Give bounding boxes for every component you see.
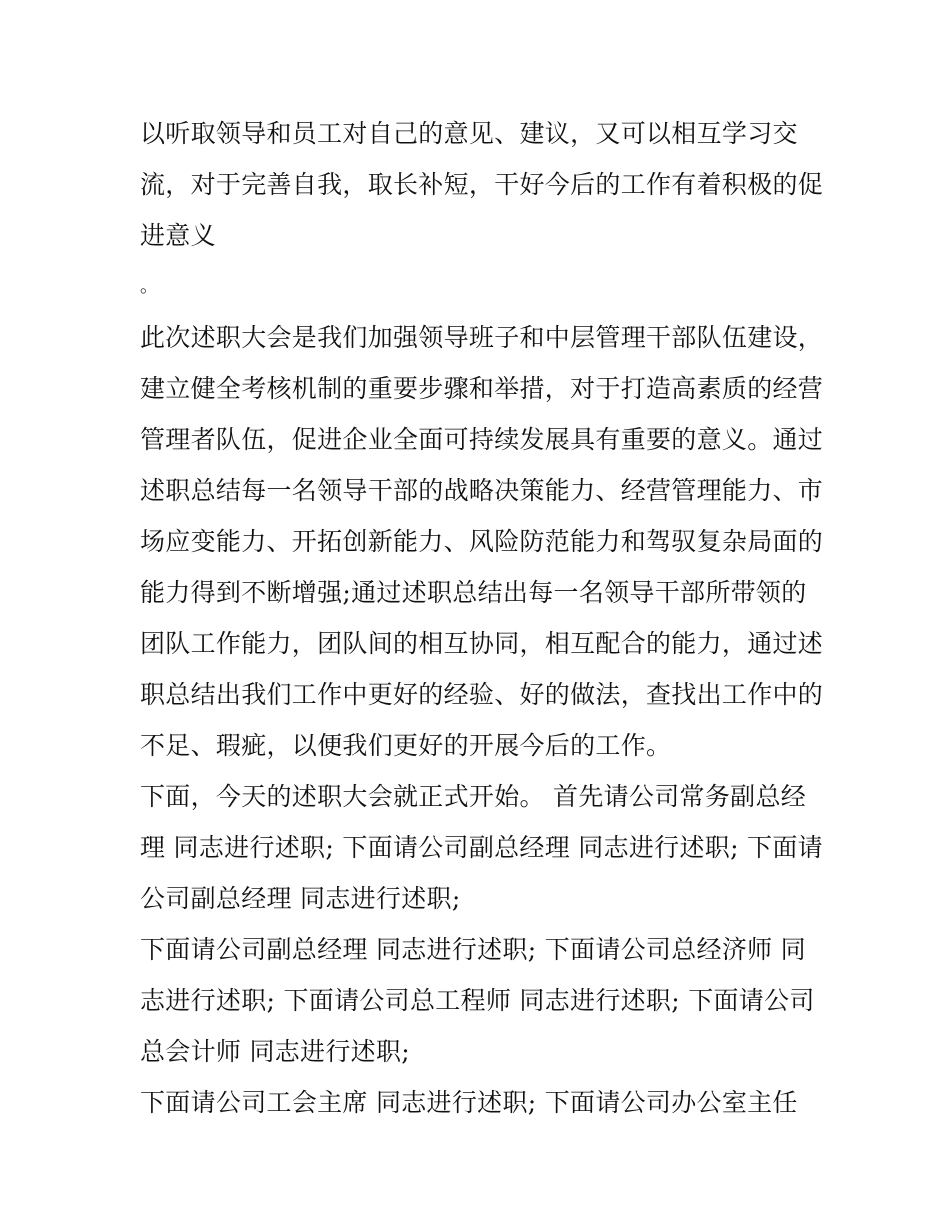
text-line: 流，对于完善自我，取长补短，干好今后的工作有着积极的促 xyxy=(140,170,824,199)
text-line: 述职总结每一名领导干部的战略决策能力、经营管理能力、市 xyxy=(140,476,824,505)
text-line: 建立健全考核机制的重要步骤和举措，对于打造高素质的经营 xyxy=(140,374,824,403)
text-line: 以听取领导和员工对自己的意见、建议，又可以相互学习交 xyxy=(140,119,798,148)
text-line: 进意义 xyxy=(140,221,216,250)
text-line: 下面请公司副总经理 同志进行述职; 下面请公司总经济师 同 xyxy=(140,935,806,964)
text-line: 不足、瑕疵，以便我们更好的开展今后的工作。 xyxy=(140,731,672,760)
text-line: 场应变能力、开拓创新能力、风险防范能力和驾驭复杂局面的 xyxy=(140,527,824,556)
text-line: 公司副总经理 同志进行述职; xyxy=(140,884,461,913)
text-line: 此次述职大会是我们加强领导班子和中层管理干部队伍建设， xyxy=(140,323,824,352)
text-line: 能力得到不断增强;通过述职总结出每一名领导干部所带领的 xyxy=(140,578,807,607)
text-line: 职总结出我们工作中更好的经验、好的做法，查找出工作中的 xyxy=(140,680,824,709)
document-body xyxy=(140,108,824,1128)
text-line: 总会计师 同志进行述职; xyxy=(140,1037,410,1066)
text-line: 下面，今天的述职大会就正式开始。 首先请公司常务副总经 xyxy=(140,782,807,811)
text-line: 理 同志进行述职; 下面请公司副总经理 同志进行述职; 下面请 xyxy=(140,833,823,862)
text-line: 团队工作能力，团队间的相互协同，相互配合的能力，通过述 xyxy=(140,629,824,658)
text-line: 志进行述职; 下面请公司总工程师 同志进行述职; 下面请公司 xyxy=(140,986,815,1015)
text-line: 。 xyxy=(140,276,159,297)
text-line: 管理者队伍，促进企业全面可持续发展具有重要的意义。通过 xyxy=(140,425,824,454)
text-line: 下面请公司工会主席 同志进行述职; 下面请公司办公室主任 xyxy=(140,1088,798,1117)
